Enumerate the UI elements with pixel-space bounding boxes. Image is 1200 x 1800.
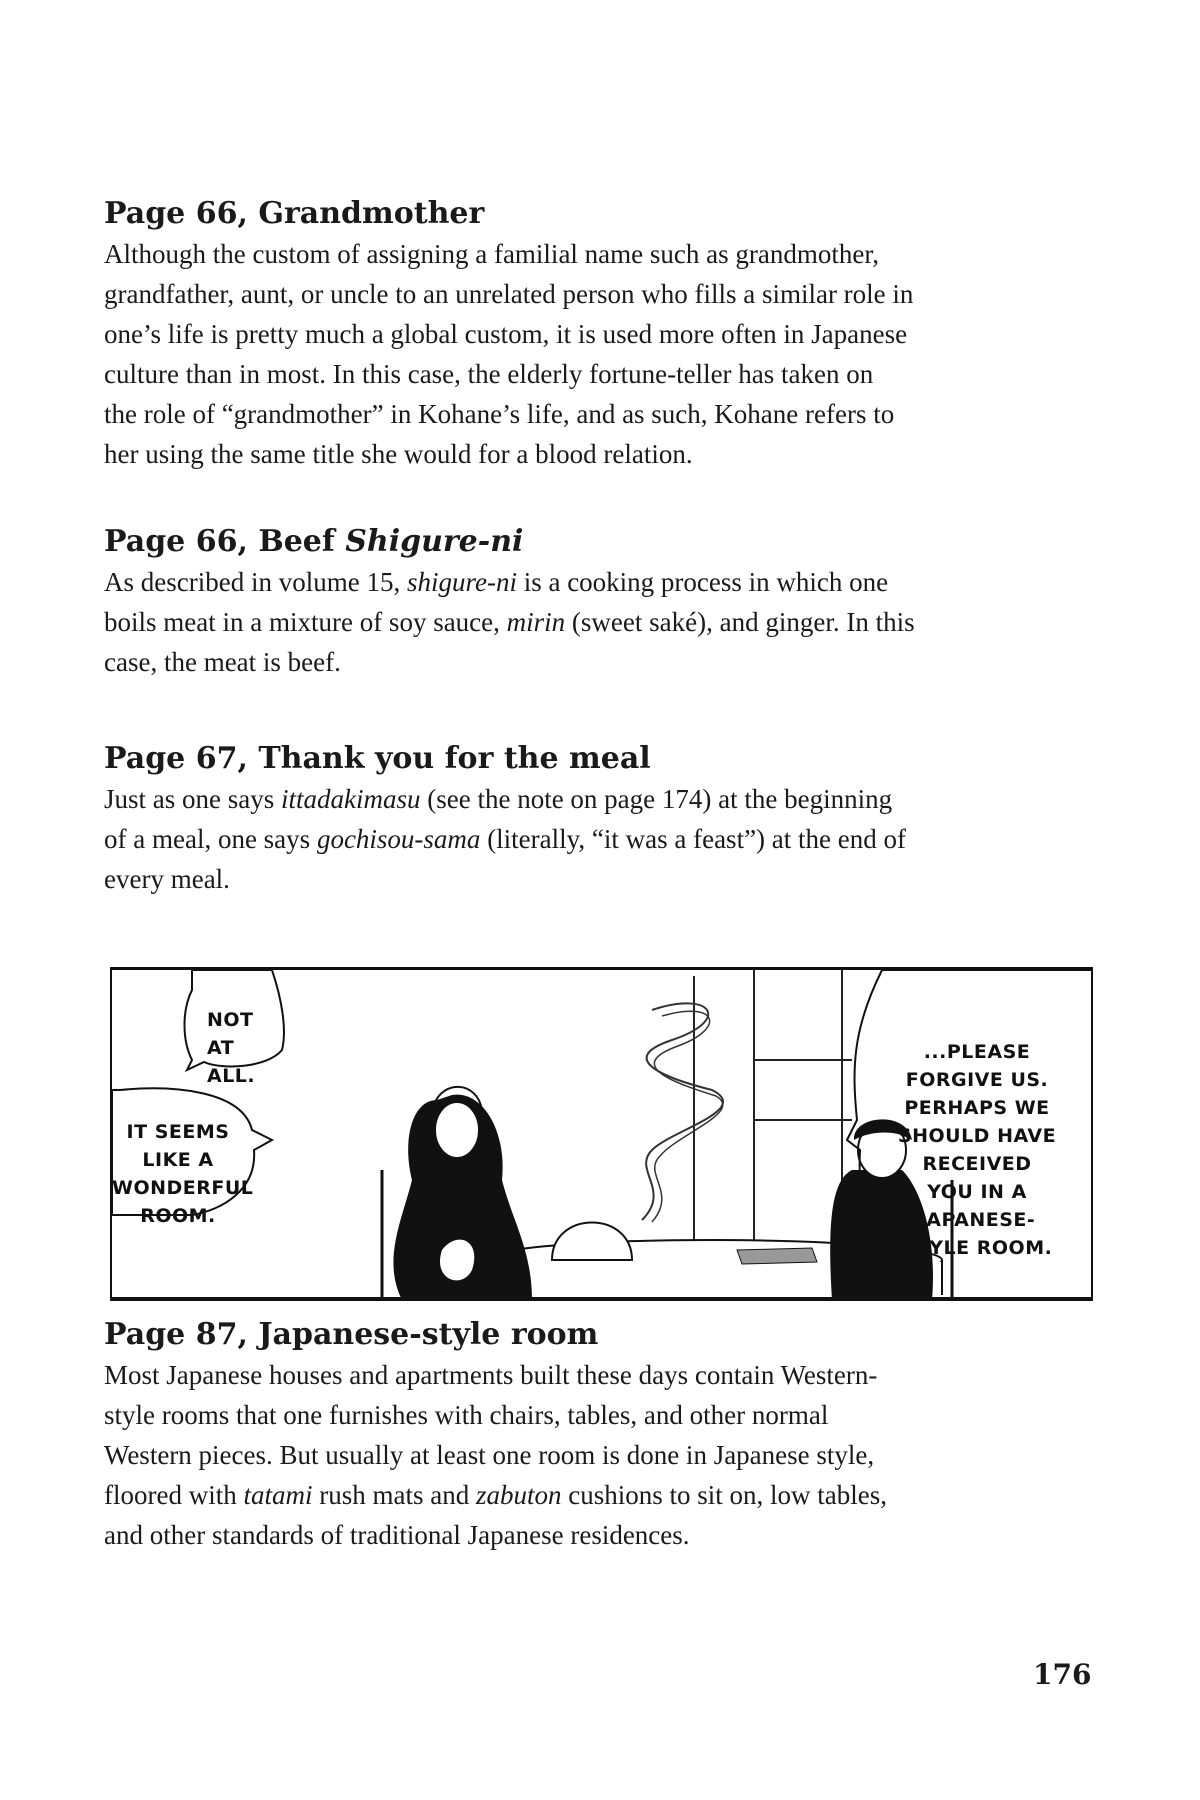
speech-balloon-please-forgive-us: ...PLEASE FORGIVE US. PERHAPS WE SHOULD HAVE RECEIVED YOU IN A JAPANESE- STYLE ROOM. [897, 1041, 1057, 1259]
text-line: Just as one says ittadakimasu (see the note on page 174) at the beginning [104, 784, 893, 814]
term: tatami [243, 1480, 313, 1510]
text-line: the role of “grandmother” in Kohane’s life, and as such, Kohane refers to [104, 399, 895, 429]
term: gochisou-sama [316, 824, 481, 854]
note-body [104, 234, 1104, 474]
text-line: floored with tatami rush mats and zabuton cushions to sit on, low tables, [104, 1480, 887, 1510]
note-heading: Page 66, Grandmother [104, 196, 485, 231]
text-line: grandfather, aunt, or uncle to an unrelated person who fills a similar role in [104, 279, 914, 309]
note-heading: Page 67, Thank you for the meal [104, 741, 651, 776]
manga-panel [110, 967, 1093, 1301]
text-line: one’s life is pretty much a global custom, it is used more often in Japanese [104, 319, 908, 349]
note-heading [104, 524, 1104, 560]
text-line: every meal. [104, 864, 230, 894]
speech-balloon-not-at-all: NOT AT ALL. [207, 1009, 256, 1087]
text-line: case, the meat is beef. [104, 647, 341, 677]
text-line: of a meal, one says gochisou-sama (literally, “it was a feast”) at the end of [104, 824, 906, 854]
text-line: and other standards of traditional Japanese residences. [104, 1520, 690, 1550]
heading-prefix: Page 66, Beef [104, 524, 346, 559]
speech-balloon-wonderful-room: IT SEEMS LIKE A WONDERFUL ROOM. [112, 1121, 254, 1227]
note-grandmother [104, 196, 1104, 474]
note-body [104, 779, 1104, 899]
term: shigure-ni [406, 567, 517, 597]
text-line: boils meat in a mixture of soy sauce, mirin (sweet saké), and ginger. In this [104, 607, 915, 637]
term: ittadakimasu [281, 784, 421, 814]
text-line: Western pieces. But usually at least one room is done in Japanese style, [104, 1440, 875, 1470]
page-number: 176 [1033, 1658, 1092, 1691]
term: zabuton [475, 1480, 562, 1510]
note-heading: Page 87, Japanese-style room [104, 1317, 599, 1352]
note-japanese-style-room [104, 1317, 1104, 1555]
note-body [104, 562, 1104, 682]
note-body [104, 1355, 1104, 1555]
text-line: style rooms that one furnishes with chairs, tables, and other normal [104, 1400, 829, 1430]
woman-figure [393, 1087, 532, 1300]
note-beef-shigure-ni [104, 524, 1104, 682]
heading-term: Shigure-ni [345, 524, 524, 559]
text-line: Most Japanese houses and apartments built these days contain Western- [104, 1360, 878, 1390]
note-thank-you-for-the-meal [104, 741, 1104, 899]
text-line: As described in volume 15, shigure-ni is a cooking process in which one [104, 567, 889, 597]
text-line: Although the custom of assigning a familial name such as grandmother, [104, 239, 879, 269]
text-line: her using the same title she would for a blood relation. [104, 439, 693, 469]
term: mirin [506, 607, 566, 637]
text-line: culture than in most. In this case, the elderly fortune-teller has taken on [104, 359, 874, 389]
